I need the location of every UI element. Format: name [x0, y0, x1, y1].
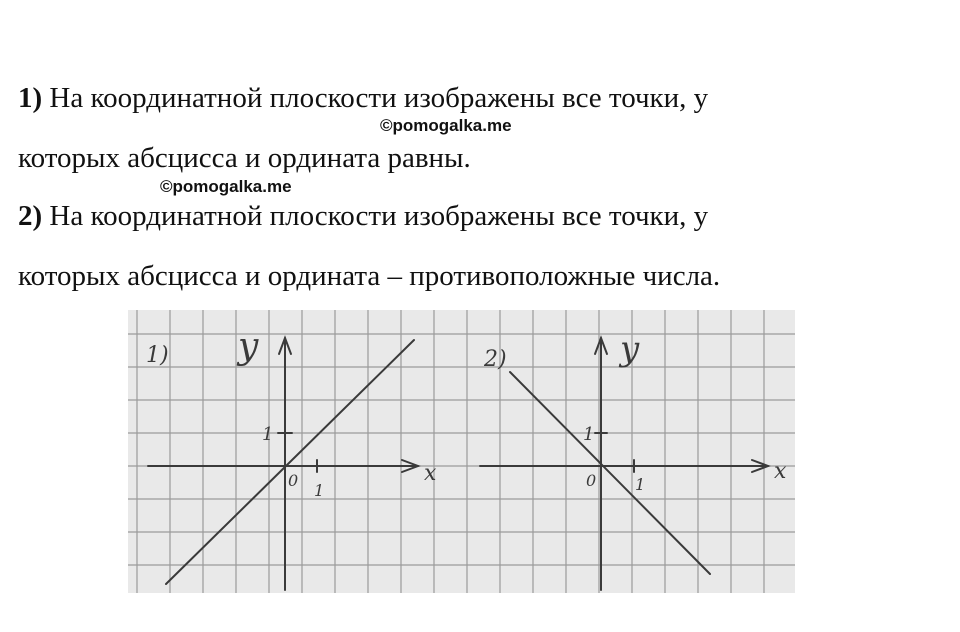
graph2-origin: 0 — [586, 471, 597, 490]
graph2-x-label: x — [774, 459, 787, 484]
graph1-label: 1) — [146, 343, 169, 368]
graph2-unit-y: 1 — [583, 424, 595, 445]
graph1-y-label: y — [238, 326, 259, 367]
item1-line1 — [18, 82, 708, 115]
graph2-y-label: y — [620, 329, 640, 369]
graph1-x-label: x — [424, 461, 437, 486]
item1-number: 1) — [18, 82, 43, 114]
item2-line2: которых абсцисса и ордината – противоположные числа. — [18, 260, 721, 292]
graph1-unit-x: 1 — [314, 481, 325, 500]
grid-paper — [128, 310, 795, 593]
item2-number: 2) — [18, 200, 43, 232]
graph2-label: 2) — [484, 347, 507, 372]
item2-text-1: На координатной плоскости изображены все точки, у — [42, 200, 709, 232]
watermark-1: ©pomogalka.me — [380, 116, 512, 135]
graph1-origin: 0 — [288, 471, 299, 490]
item1-line2: которых абсцисса и ордината равны. — [18, 142, 471, 174]
graph1-unit-y: 1 — [262, 424, 274, 445]
item1-text-1: На координатной плоскости изображены все точки, у — [42, 82, 709, 114]
graph2-unit-x: 1 — [635, 475, 646, 494]
item2-line1 — [18, 200, 708, 233]
graph-figure — [128, 310, 795, 593]
watermark-2: ©pomogalka.me — [160, 177, 292, 196]
